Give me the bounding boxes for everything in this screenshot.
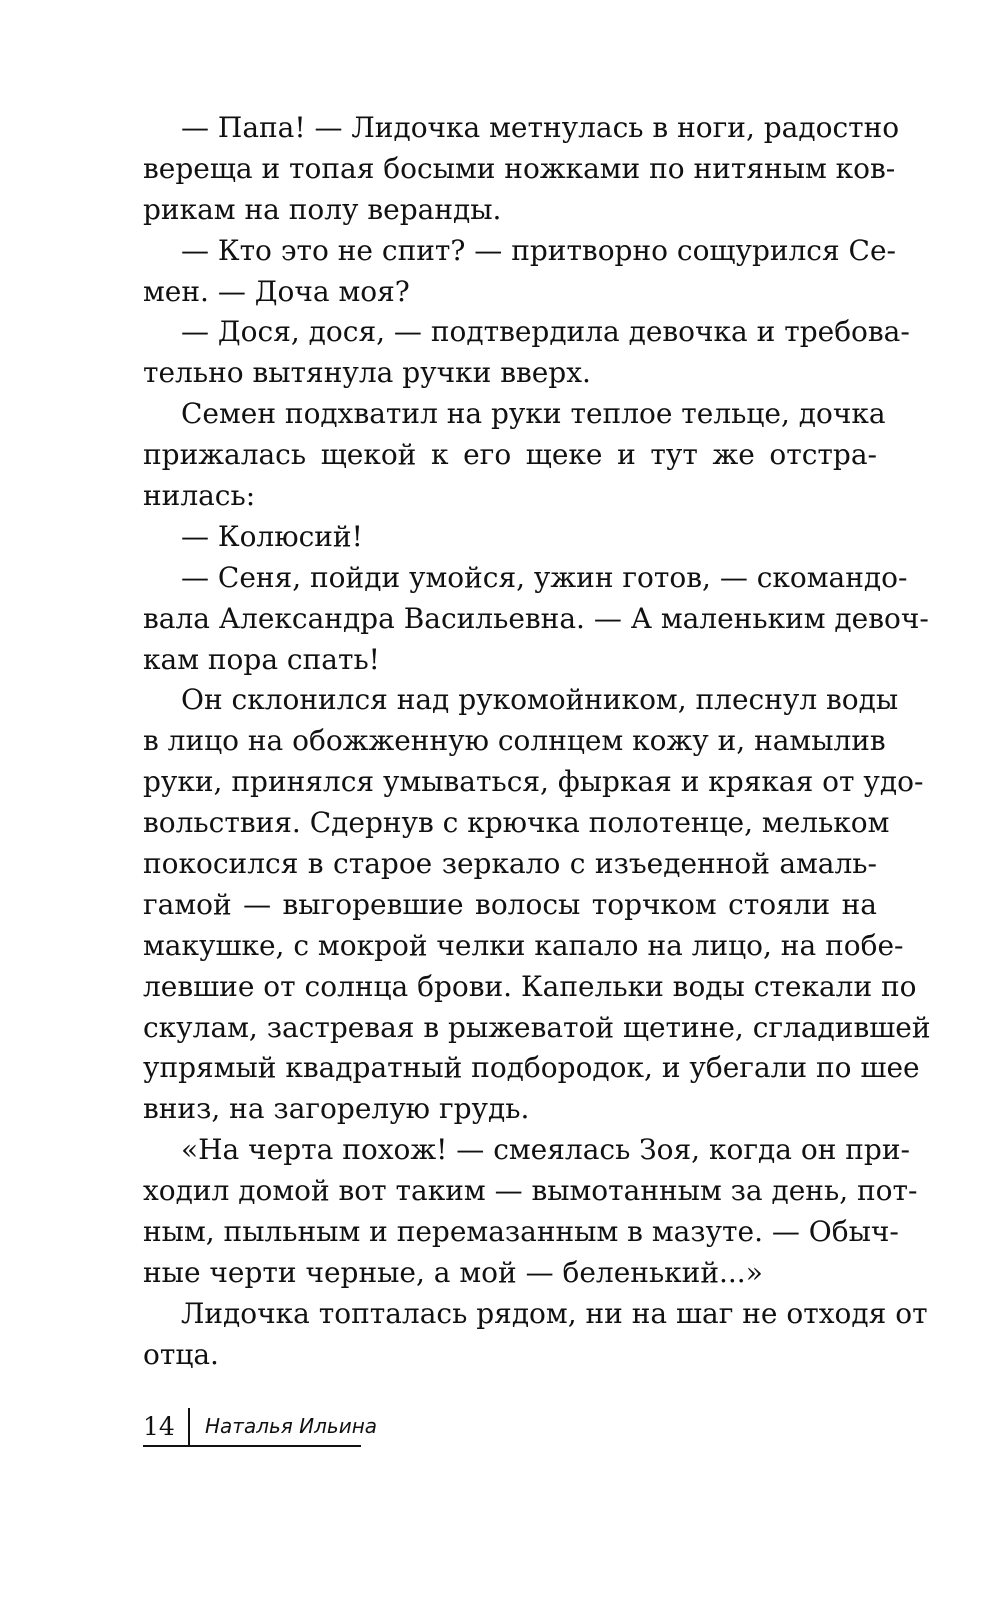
text-line: Он склонился над рукомойником, плеснул воды	[181, 683, 899, 717]
text-line: мен. — Доча моя?	[143, 274, 410, 308]
text-line: — Колюсий!	[181, 519, 363, 553]
text-line: ходил домой вот таким — вымотанным за день, пот-	[143, 1174, 918, 1208]
running-head-author: Наталья Ильина	[205, 1414, 378, 1438]
book-page-text	[143, 108, 931, 1376]
text-line: ным, пыльным и перемазанным в мазуте. — Обыч-	[143, 1215, 899, 1249]
text-line: рикам на полу веранды.	[143, 192, 502, 226]
text-line: «На черта похож! — смеялась Зоя, когда он при-	[181, 1133, 910, 1167]
text-line: покосился в старое зеркало с изъеденной амаль-	[143, 847, 877, 881]
page-number: 14	[143, 1408, 190, 1445]
text-line: руки, принялся умываться, фыркая и крякая от удо-	[143, 765, 924, 799]
text-line: кам пора спать!	[143, 642, 380, 676]
text-line: упрямый квадратный подбородок, и убегали по шее	[143, 1051, 920, 1085]
text-line: скулам, застревая в рыжеватой щетине, сгладившей	[143, 1010, 931, 1044]
text-line: Лидочка топталась рядом, ни на шаг не отходя от	[181, 1296, 928, 1330]
text-line: тельно вытянула ручки вверх.	[143, 356, 591, 390]
text-line: — Сеня, пойди умойся, ужин готов, — скомандо-	[181, 560, 908, 594]
text-line: гамой — выгоревшие волосы торчком стояли на	[143, 887, 877, 921]
text-line: Семен подхватил на руки теплое тельце, дочка	[181, 397, 886, 431]
text-line: — Папа! — Лидочка метнулась в ноги, радостно	[181, 111, 900, 144]
text-line: вниз, на загорелую грудь.	[143, 1092, 530, 1126]
text-line: левшие от солнца брови. Капельки воды стекали по	[143, 969, 917, 1003]
text-line: — Дося, дося, — подтвердила девочка и требова-	[181, 315, 910, 349]
text-line: макушке, с мокрой челки капало на лицо, на побе-	[143, 928, 904, 962]
text-line: отца.	[143, 1337, 219, 1371]
text-line: прижалась щекой к его щеке и тут же отстра-	[143, 438, 877, 472]
page-footer	[143, 1408, 378, 1447]
text-line: вала Александра Васильевна. — А маленьким девоч-	[143, 601, 929, 635]
text-line: нилась:	[143, 479, 256, 513]
text-line: вольствия. Сдернув с крючка полотенце, мельком	[143, 806, 890, 840]
text-line: вереща и топая босыми ножками по нитяным ков-	[143, 151, 896, 185]
text-line: — Кто это не спит? — притворно сощурился Се-	[181, 233, 897, 267]
text-line: в лицо на обожженную солнцем кожу и, намылив	[143, 724, 886, 758]
text-line: ные черти черные, а мой — беленький...»	[143, 1255, 763, 1289]
